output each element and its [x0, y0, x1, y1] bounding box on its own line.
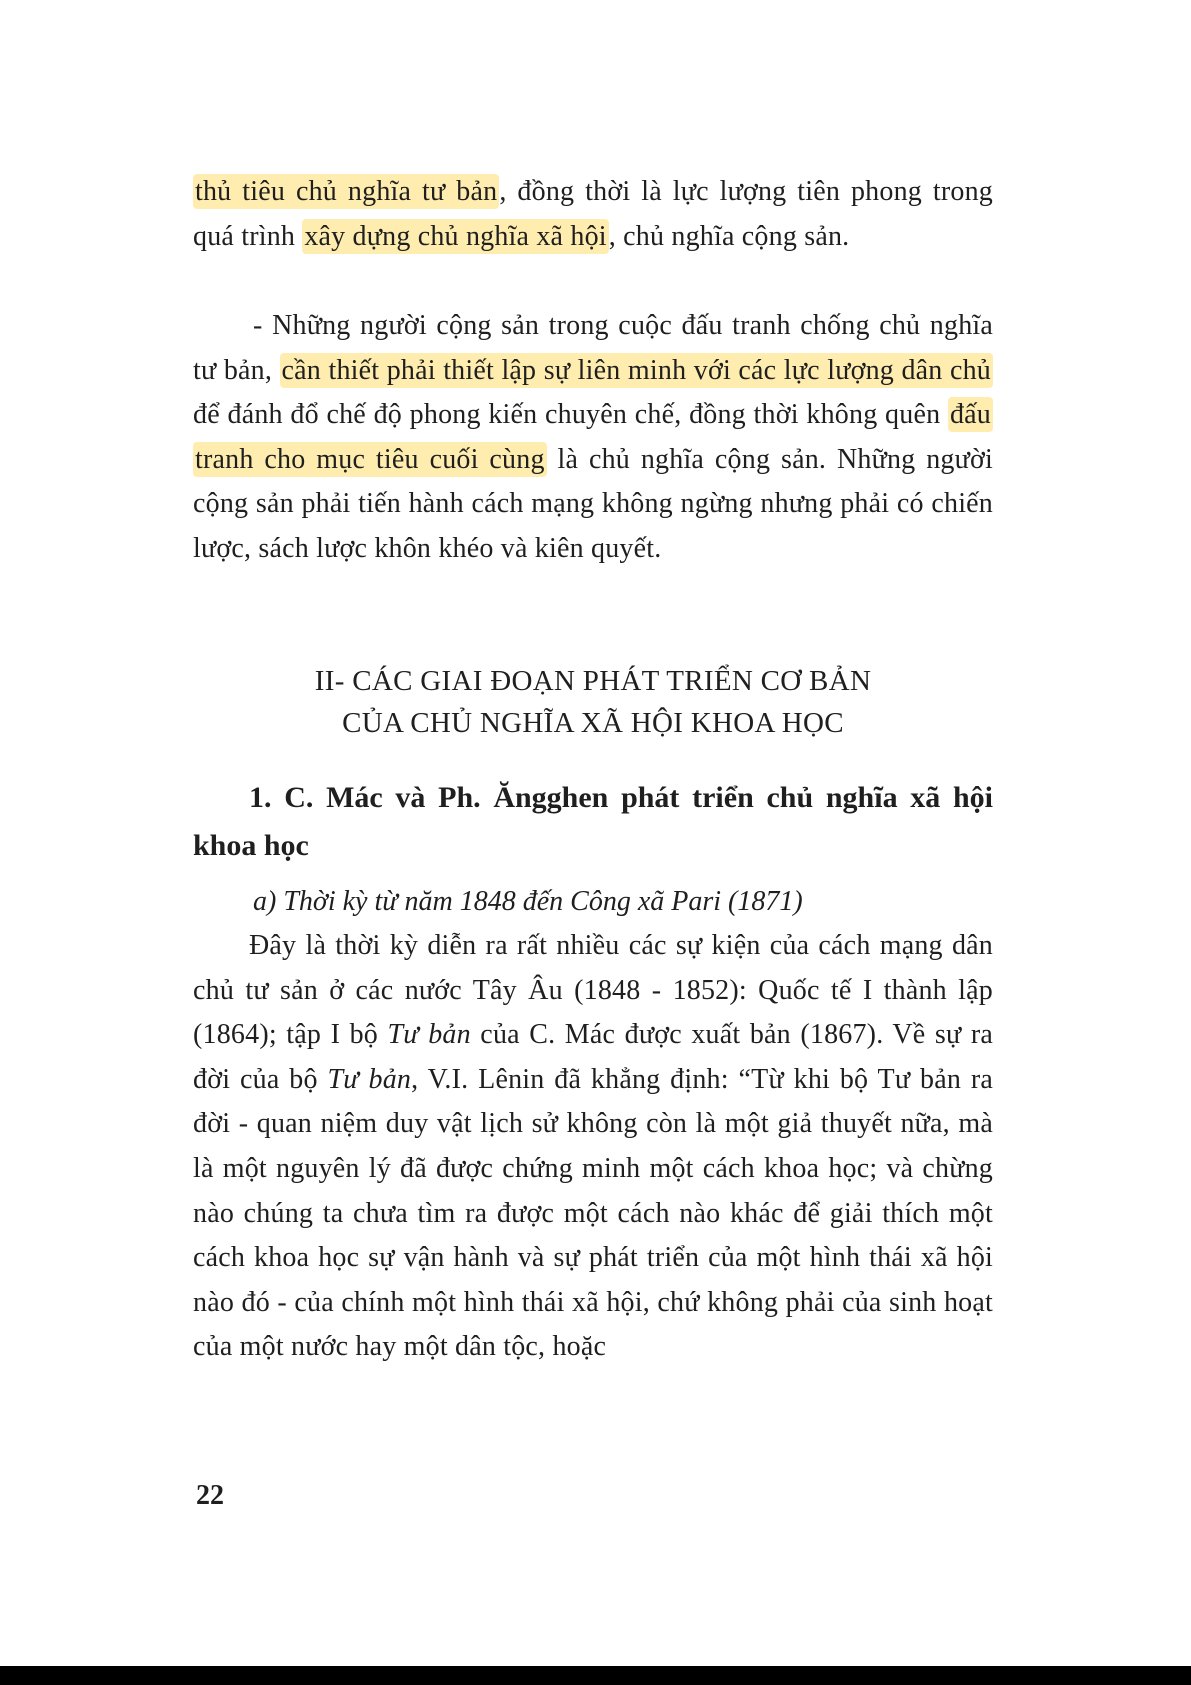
highlight-lien-minh: cần thiết phải thiết lập sự liên minh với các lực lượng dân chủ	[281, 354, 992, 386]
section-heading-line-1: II- CÁC GIAI ĐOẠN PHÁT TRIỂN CƠ BẢN	[314, 665, 872, 697]
page-number: 22	[196, 1480, 224, 1511]
highlight-muc-tieu: đấu tranh cho mục tiêu cuối cùng	[195, 399, 991, 475]
paragraph-3-text-a: Đây là thời kỳ diễn ra rất nhiều các sự kiện của cách mạng dân chủ tư sản ở các nước Tây Âu (1848 - 1852): Quốc tế I thành lập (1864); tập I bộ	[193, 930, 993, 1051]
book-title-tu-ban-1: Tư bản	[387, 1019, 471, 1051]
section-heading	[193, 660, 993, 744]
paragraph-2-text-c: là chủ nghĩa cộng sản. Những người cộng sản phải tiến hành cách mạng không ngừng nhưng phải có chiến lược, sách lược khôn khéo và kiên quyết.	[193, 443, 993, 564]
highlight-thu-tieu: thủ tiêu chủ nghĩa tư bản	[195, 176, 498, 207]
bottom-border-bar	[0, 1666, 1191, 1685]
paragraph-communists	[193, 304, 993, 572]
subsection-heading: 1. C. Mác và Ph. Ăngghen phát triển chủ nghĩa xã hội khoa học	[193, 781, 993, 862]
paragraph-2-text-b: để đánh đổ chế độ phong kiến chuyên chế, đồng thời không quên	[193, 399, 948, 431]
paragraph-3-text-b: của C. Mác được xuất bản (1867). Về sự ra đời của bộ	[193, 1019, 994, 1095]
highlight-xay-dung: xây dựng chủ nghĩa xã hội	[304, 220, 607, 252]
paragraph-body	[193, 924, 993, 1370]
paragraph-2	[193, 304, 993, 572]
paragraph-3-text-c: , V.I. Lênin đã khẳng định: “Từ khi bộ Tư bản ra đời - quan niệm duy vật lịch sử không còn là một giả thuyết nữa, mà là một nguyên lý đã được chứng minh một cách khoa học; và chừng nào chúng ta chưa tìm ra được một cách nào khác để giải thích một cách khoa học sự vận hành và sự phát triển của một hình thái xã hội nào đó - của chính một hình thái xã hội, chứ không phải của sinh hoạt của một nước hay một dân tộc, hoặc	[193, 1063, 993, 1363]
paragraph-1-text-b: , chủ nghĩa cộng sản.	[608, 220, 850, 252]
section-heading-line-2: CỦA CHỦ NGHĨA XÃ HỘI KHOA HỌC	[342, 707, 844, 739]
paragraph-1	[193, 170, 993, 259]
paragraph-3	[193, 924, 993, 1370]
paragraph-continuation	[193, 170, 993, 259]
book-title-tu-ban-2: Tư bản	[327, 1063, 412, 1095]
paragraph-2-text-a: - Những người cộng sản trong cuộc đấu tranh chống chủ nghĩa tư bản,	[193, 310, 993, 386]
paragraph-1-text-a: , đồng thời là lực lượng tiên phong trong quá trình	[193, 176, 993, 252]
subsubsection-heading: a) Thời kỳ từ năm 1848 đến Công xã Pari (1871)	[253, 886, 803, 917]
